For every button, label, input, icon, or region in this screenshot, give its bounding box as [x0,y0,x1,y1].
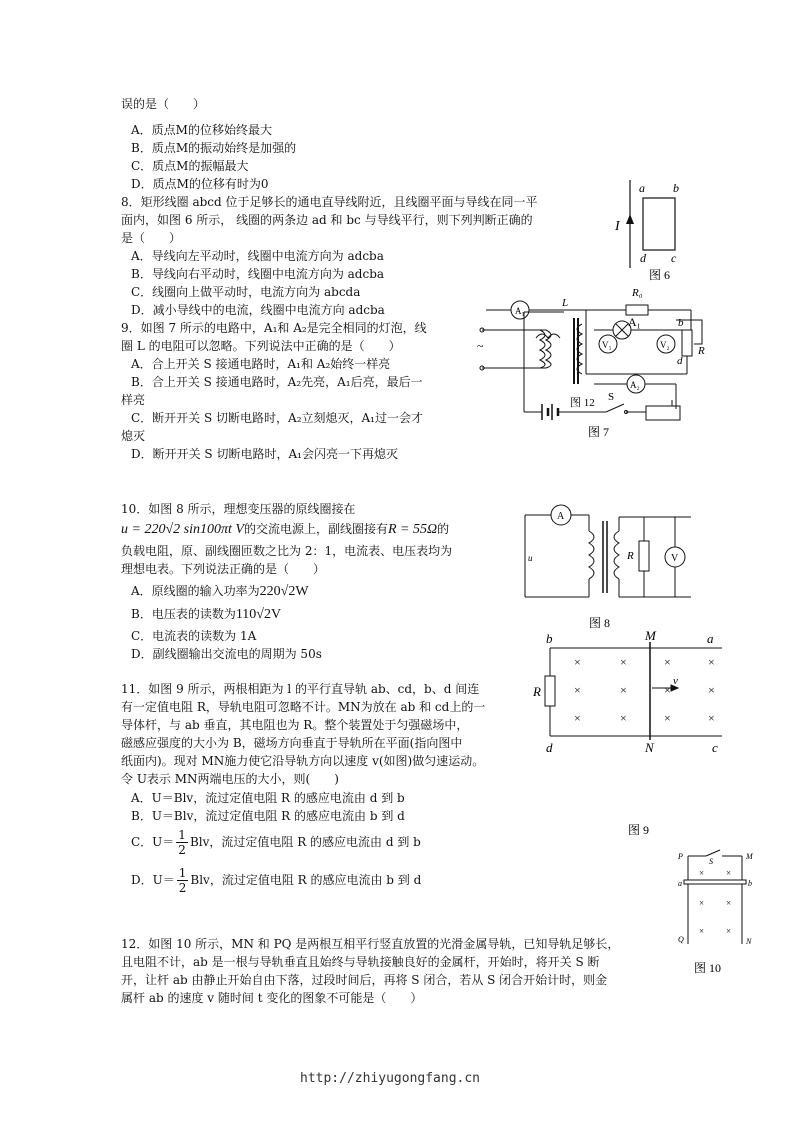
figure-6 [605,178,685,286]
q10-option-b-text: B．电压表的读数为 [131,607,236,621]
q10-line-2 [121,520,449,539]
label-c: c [671,251,677,265]
field-x: × [708,711,715,725]
q10-formula-r: R = 55Ω [387,522,438,537]
q12-line-4: 属杆 ab 的速度 v 随时间 t 变化的图象不可能是（ ） [121,991,423,1005]
coil-rect [643,198,675,250]
q8-option-a: A．导线向左平动时，线圈中电流方向为 adcba [131,249,384,263]
q8-line-2: 面内，如图 6 所示， 线圈的两条边 ad 和 bc 与导线平行，则下列判断正确的 [121,213,533,227]
label-V: V [671,553,679,564]
q9-line-2: 圈 L 的电阻可以忽略。下列说法中正确的是（ ） [121,339,401,353]
q10-formula-u: u = 220√2 sin100πt V [121,522,244,537]
label-v2: V₂ [660,340,670,350]
field-x: × [664,655,671,669]
q12-line-3: 开，让杆 ab 由静止开始自由下落，过段时间后，再将 S 闭合，若从 S 闭合开始计时，则金 [121,973,608,987]
current-arrow [626,214,634,224]
q11-line-3: 导体杆，与 ab 垂直，其电阻也为 R。整个装置处于匀强磁场中， [121,718,469,732]
figure-7 [476,284,718,442]
label-d: d [546,740,553,755]
q7-option-b: B．质点M的振动始终是加强的 [131,141,297,155]
q11-line-4: 磁感应强度的大小为 B，磁场方向垂直于导轨所在平面(指向图中 [121,736,463,750]
caption-fig8: 图 8 [589,616,611,630]
switch-s [706,850,720,856]
label-b: b [748,879,752,888]
field-x: × [664,683,671,697]
field-x: × [620,655,627,669]
primary-coil [589,531,594,579]
label-d: d [640,251,646,265]
field-x: × [726,898,732,908]
field-x: × [574,711,581,725]
caption-fig6: 图 6 [649,268,671,282]
label-b: b [673,181,679,195]
q9-option-b: B．合上开关 S 接通电路时，A₂先亮，A₁后亮，最后一 [131,375,423,389]
q10-option-a-text: A．原线圈的输入功率为 [131,584,260,598]
label-M: M [645,630,656,643]
q7-option-a: A．质点M的位移始终最大 [131,123,272,137]
q11-line-1: 11．如图 9 所示，两根相距为 l 的平行直导轨 ab、cd，b、d 间连 [121,682,480,696]
label-v: v [673,675,678,687]
q8-option-b: B．导线向右平动时，线圈中电流方向为 adcba [131,267,385,281]
caption-fig9: 图 9 [628,823,650,837]
q11-option-d-fraction [177,866,189,895]
q11-option-d-post: Blv，流过定值电阻 R 的感应电流由 b 到 d [190,873,422,887]
label-c: c [712,740,718,755]
resistor-r [639,541,649,571]
caption-fig10: 图 10 [694,961,722,975]
label-R: R [627,550,634,562]
caption-fig12: 图 12 [570,397,595,409]
label-u: u [528,553,533,563]
switch-s [606,404,624,412]
label-a1-lamp: A₁ [628,315,641,329]
label-P: P [678,852,683,861]
q12-line-1: 12．如图 10 所示，MN 和 PQ 是两根互相平行竖直放置的光滑金属导轨，已知导轨足够长， [121,937,620,951]
q10-option-a-value: 220√2W [259,584,309,599]
caption-fig7: 图 7 [588,425,610,439]
label-M: M [746,852,753,861]
q11-line-6: 令 U表示 MN两端电压的大小，则( ) [121,772,339,786]
fraction-numerator: 1 [178,866,187,880]
field-x: × [708,683,715,697]
q9-option-a: A．合上开关 S 接通电路时，A₁和 A₂始终一样亮 [131,357,391,371]
q10-option-b [131,605,281,624]
field-x: × [726,926,732,936]
label-a1-meter: A₁ [515,306,525,316]
label-S: S [608,391,615,403]
label-N: N [645,740,654,755]
inductor-L [536,334,560,338]
label-R: R [533,684,541,699]
q10-line-4: 理想电表。下列说法正确的是（ ） [121,562,326,576]
field-x: × [726,868,732,878]
q11-line-2: 有一定值电阻 R，导轨电阻可忽略不计。MN为放在 ab 和 cd上的一 [121,700,486,714]
q8-option-d: D．减小导线中的电流，线圈中电流方向 adcba [131,303,385,317]
q11-option-c-post: Blv，流过定值电阻 R 的感应电流由 d 到 b [189,835,421,849]
fraction-numerator: 1 [178,828,186,842]
resistor-r [545,676,555,706]
q9-option-c-cont: 熄灭 [121,429,146,443]
q11-line-5: 纸面内)。现对 MN施力使它沿导轨方向以速度 v(如图)做匀速运动。 [121,754,485,768]
figure-8 [519,495,699,635]
q7-tail: 误的是（ ） [121,97,206,111]
label-R: R [698,345,705,357]
q12-line-2: 且电阻不计，ab 是一根与导轨垂直且始终与导轨接触良好的金属杆，开始时，将开关 S 断 [121,955,600,969]
q9-option-b-cont: 样亮 [121,393,146,407]
label-N: N [746,937,752,946]
q11-option-c-pre: C．U＝ [131,835,175,849]
fraction-denominator: 2 [178,843,186,857]
secondary-coil [614,531,619,579]
label-b: b [678,317,684,329]
label-ac: ~ [477,339,484,353]
q10-option-a [131,582,309,601]
field-x: × [574,683,581,697]
q9-option-c: C．断开开关 S 切断电路时，A₂立刻熄灭，A₁过一会才 [131,411,423,425]
label-S: S [709,857,713,866]
q7-option-c: C．质点M的振幅最大 [131,159,249,173]
q9-option-d: D．断开开关 S 切断电路时，A₁会闪亮一下再熄灭 [131,447,398,461]
label-a: a [678,879,682,888]
load-box [646,406,680,420]
fraction-denominator: 2 [178,881,187,895]
label-Q: Q [678,935,684,944]
q11-option-a: A．U＝Blv，流过定值电阻 R 的感应电流由 d 到 b [131,791,405,805]
field-x: × [620,683,627,697]
resistor-r0 [626,305,648,315]
q10-line-1: 10．如图 8 所示，理想变压器的原线圈接在 [121,502,356,516]
q10-line-3: 负载电阻，原、副线圈匝数之比为 2：1，电流表、电压表均为 [121,544,453,558]
q7-option-d: D．质点M的位移有时为0 [131,177,269,191]
field-x: × [620,711,627,725]
q11-option-c [131,828,421,857]
footer-url: http://zhiyugongfang.cn [300,1071,481,1086]
field-x: × [664,711,671,725]
rod-ab [684,880,746,884]
label-v1: V₁ [602,340,612,350]
label-L: L [562,297,569,309]
field-x: × [708,655,715,669]
field-x: × [699,868,705,878]
primary-coil [540,330,545,368]
label-a: a [639,181,645,195]
field-x: × [699,898,705,908]
label-A: A [557,511,565,522]
label-a2: A₂ [630,380,640,390]
rheostat [682,330,692,356]
label-d: d [677,355,683,367]
q8-line-1: 8．矩形线圈 abcd 位于足够长的通电直导线附近，且线圈平面与导线在同一平 [121,195,538,209]
label-I: I [615,219,620,234]
q11-option-b: B．U＝Blv，流过定值电阻 R 的感应电流由 b 到 d [131,809,405,823]
q11-option-d-pre: D．U＝ [131,873,175,887]
figure-9 [530,630,730,840]
q10-line-2-mid: 的交流电源上，副线圈接有 [243,522,388,536]
q8-option-c: C．线圈向上做平动时，电流方向为 abcda [131,285,361,299]
q11-option-c-fraction [176,828,188,857]
q8-line-3: 是（ ） [121,231,182,245]
q10-option-c: C．电流表的读数为 1A [131,629,257,643]
field-x: × [699,926,705,936]
q10-option-d: D．副线圈输出交流电的周期为 50s [131,647,322,661]
q9-line-1: 9．如图 7 所示的电路中，A₁和 A₂是完全相同的灯泡，线 [121,321,427,335]
q11-option-d [131,866,421,895]
field-x: × [574,655,581,669]
q10-line-2-end: 的 [437,522,450,536]
label-b: b [546,631,553,646]
figure-10 [672,846,762,976]
label-a: a [707,631,714,646]
label-r0: R₀ [632,287,643,299]
q10-option-b-value: 110√2V [235,607,282,622]
